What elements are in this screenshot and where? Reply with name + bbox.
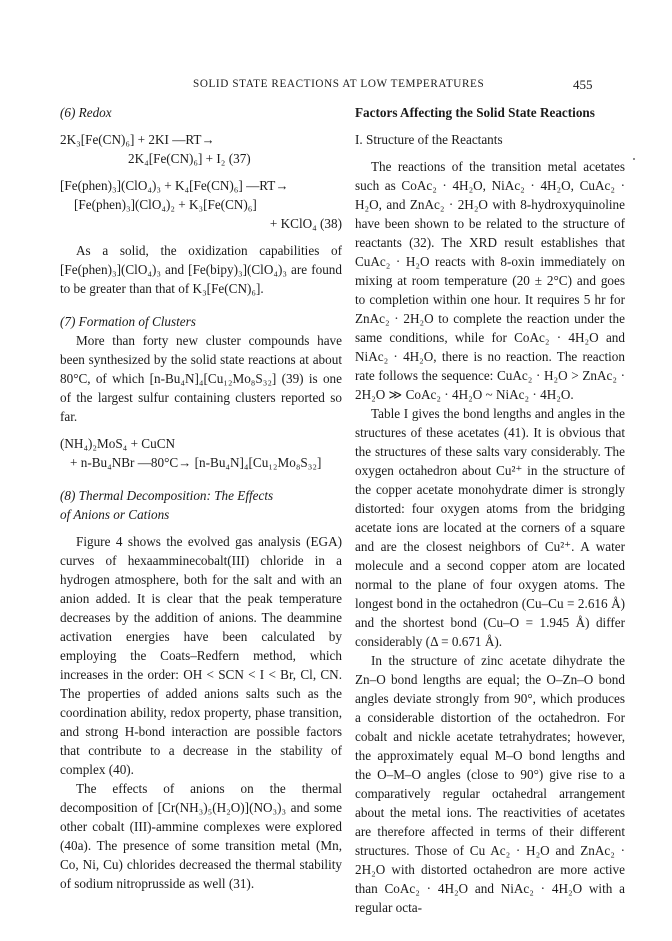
section-heading-clusters: (7) Formation of Clusters xyxy=(60,314,196,329)
margin-mark xyxy=(633,158,635,160)
paragraph-redox: As a solid, the oxidization capabilities of [Fe(phen)₃](ClO₄)₃ and [Fe(bipy)₃](ClO₄)₃ are found to be greater than that of K₃[Fe(CN)₆]. xyxy=(60,243,342,296)
left-column xyxy=(60,103,342,893)
equation-38-line2: [Fe(phen)₃](ClO₄)₂ + K₃[Fe(CN)₆] xyxy=(74,197,257,212)
equation-38-line3: + KClO₄ (38) xyxy=(269,216,342,231)
equation-37-line1: 2K₃[Fe(CN)₆] + 2KI —RT→ xyxy=(60,132,215,147)
section-heading-thermal-line2: of Anions or Cations xyxy=(60,507,170,522)
equation-39-line2: + n-Bu₄NBr —80°C→ [n-Bu₄N]₄[Cu₁₂Mo₈S₃₂] xyxy=(70,455,322,470)
running-title: SOLID STATE REACTIONS AT LOW TEMPERATURES xyxy=(193,78,485,90)
right-column xyxy=(355,103,625,917)
equation-39-line1: (NH₄)₂MoS₄ + CuCN xyxy=(60,436,176,451)
paragraph-zinc-acetate: In the structure of zinc acetate dihydrate the Zn–O bond lengths are equal; the O–Zn–O bond angles deviate strongly from 90°, which produces a considerable distortion of the octahedron. For cobalt and nickle acetate tetrahydrates; however, the approximately equal M–O bond lengths and the O–M–O angles (close to 90°) give rise to a comparatively regular octahedral arrangement about the metal ions. The reactivities of acetates are therefore affected in terms of their different structures. Those of Cu Ac₂ · H₂O and ZnAc₂ · 2H₂O with distorted octahedron are more active than CoAc₂ · 4H₂O and NiAc₂ · 4H₂O with a regular octa- xyxy=(355,653,625,915)
equation-37-line2: 2K₄[Fe(CN)₆] + I₂ (37) xyxy=(128,151,251,166)
paragraph-bond-lengths: Table I gives the bond lengths and angles in the structures of these acetates (41). It is obvious that the structures of these salts vary considerably. The oxygen octahedron about Cu²⁺ in the structure of the copper acetate monohydrate dimer is strongly distorted: four oxygen atoms from the bridging acetate ions are located at the corners of a square and are the closest neighbors of Cu²⁺. A water molecule and a second copper atom are located normal to the plane of four oxygen atoms. The longest bond in the octahedron (Cu–Cu = 2.616 Å) and the shortest bond (Cu–O = 1.945 Å) differ considerably (Δ = 0.671 Å). xyxy=(355,406,625,649)
paragraph-clusters: More than forty new cluster compounds have been synthesized by the solid state reactions at about 80°C, of which [n-Bu₄N]₄[Cu₁₂Mo₈S₃₂] (39) is one of the largest sulfur containing clusters reported so far. xyxy=(60,333,342,424)
paragraph-acetates-reactions: The reactions of the transition metal acetates such as CoAc₂ · 4H₂O, NiAc₂ · 4H₂O, CuAc₂ · H₂O, and ZnAc₂ · 2H₂O with 8-hydroxyquinoline have been shown to be related to the structure of reactants (32). The XRD result establishes that CuAc₂ · H₂O reacts with 8-oxin immediately on mixing at room temperature (20 ± 2°C) and goes to completion within one hour. It requires 5 hr for ZnAc₂ · 2H₂O to complete the reaction under the same conditions, while for CoAc₂ · 4H₂O and NiAc₂ · 4H₂O, there is no reaction. The reaction rate follows the sequence: CuAc₂ · H₂O > ZnAc₂ · 2H₂O ≫ CoAc₂ · 4H₂O ~ NiAc₂ · 4H₂O. xyxy=(355,159,625,402)
subsection-heading-structure: I. Structure of the Reactants xyxy=(355,132,503,147)
page-header xyxy=(0,75,672,95)
paragraph-thermal-1: Figure 4 shows the evolved gas analysis (EGA) curves of hexaamminecobalt(III) chloride in a hydrogen atmosphere, both for the salt and with an anion added. It is clear that the peak temperature decreases by the addition of anions. The deammine activation energies have been calculated by employing the Coats–Redfern method, which increases in the order: OH < SCN < I < Br, Cl, CN. The properties of added anions salts such as the coordination ability, redox property, phase transition, and strong H-bond interaction are possible factors that contribute to a decrease in the stability of complex (40). xyxy=(60,534,342,777)
page-number: 455 xyxy=(573,77,593,92)
paragraph-thermal-2: The effects of anions on the thermal decomposition of [Cr(NH₃)₅(H₂O)](NO₃)₃ and some other cobalt (III)-ammine complexes were explored (40a). The presence of some transition metal (Mn, Co, Ni, Cu) chlorides decreased the thermal stability of sodium nitroprusside as well (31). xyxy=(60,781,342,891)
equation-38-line1: [Fe(phen)₃](ClO₄)₃ + K₄[Fe(CN)₆] —RT→ xyxy=(60,178,289,193)
section-heading-factors: Factors Affecting the Solid State Reactions xyxy=(355,105,595,120)
section-heading-thermal-line1: (8) Thermal Decomposition: The Effects xyxy=(60,488,274,503)
section-heading-redox: (6) Redox xyxy=(60,105,112,120)
